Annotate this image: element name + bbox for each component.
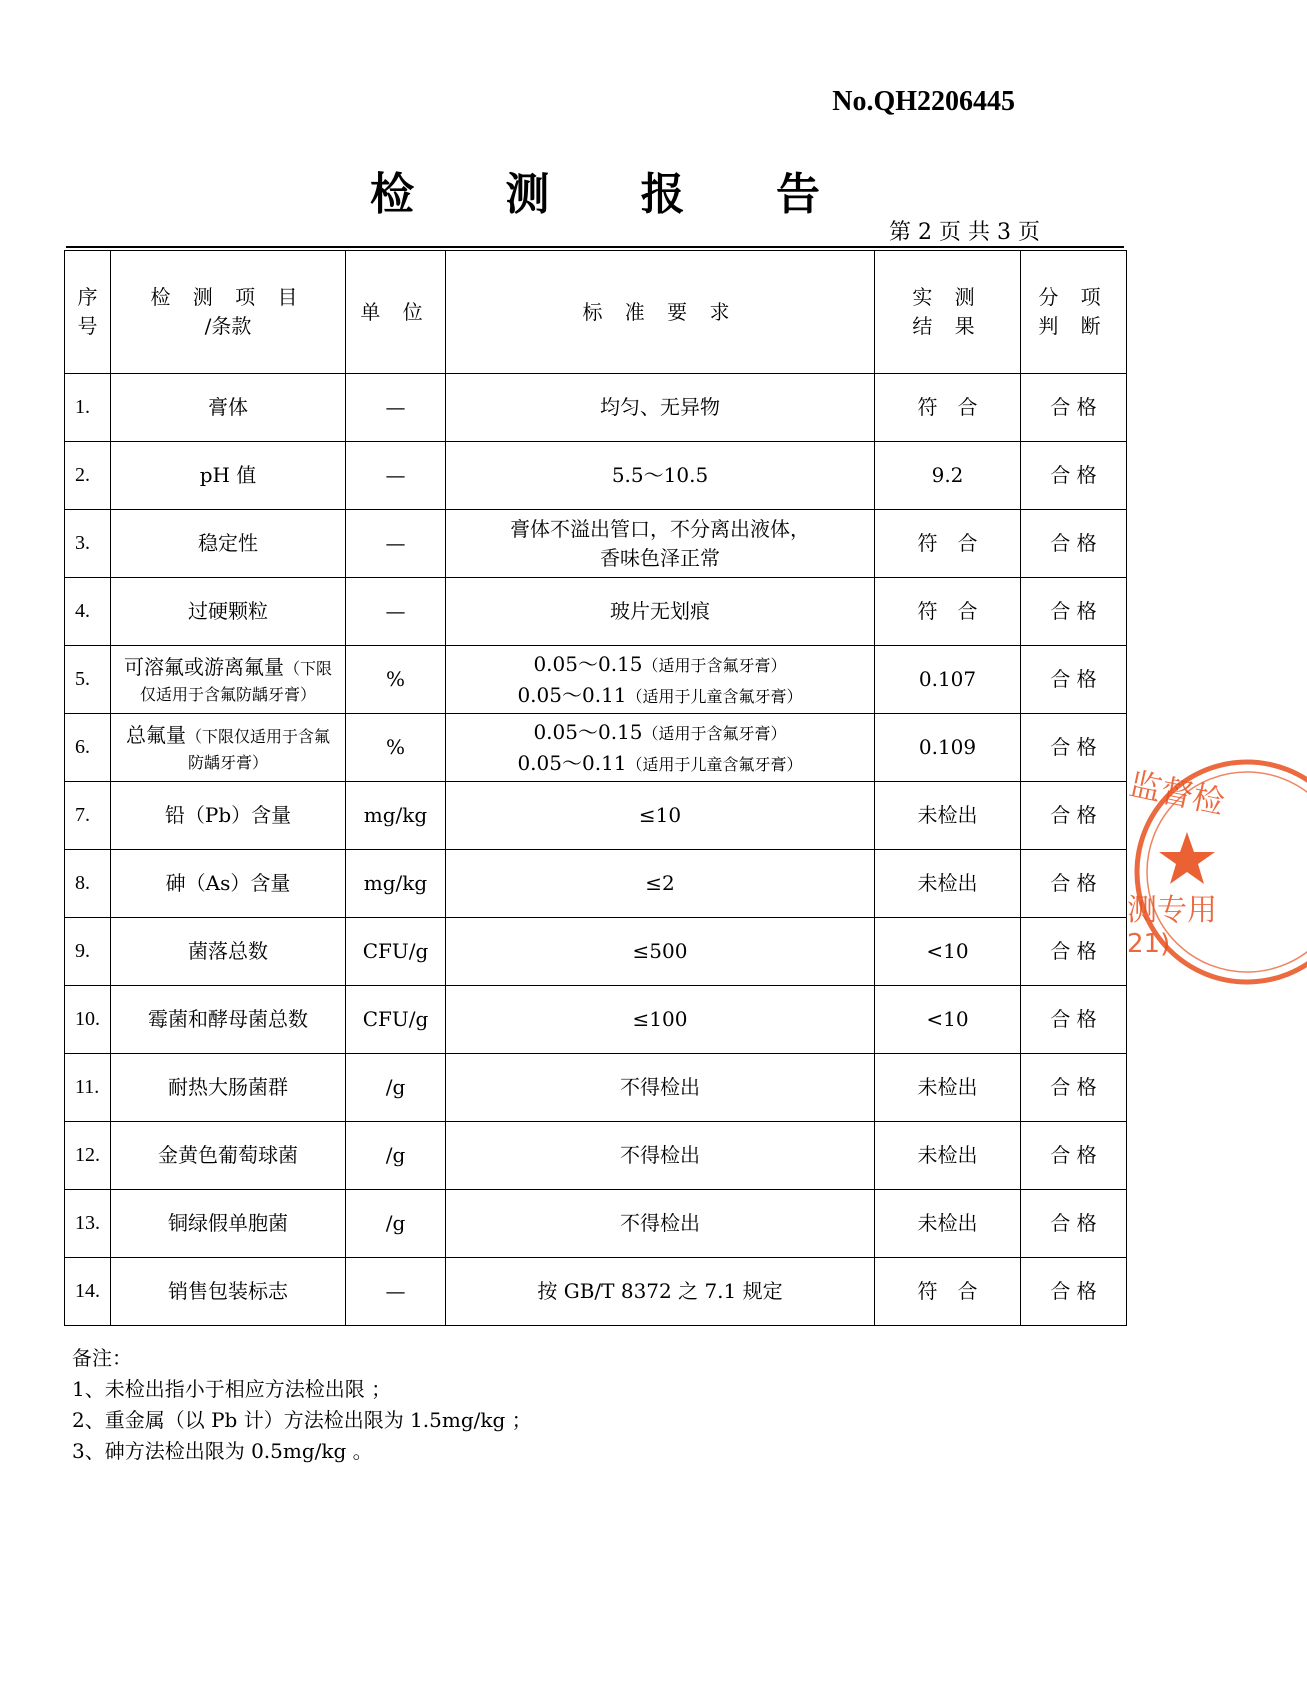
table-row [65,1122,1127,1190]
table-row [65,1054,1127,1122]
item-name: 总氟量（下限仅适用于含氟 防龋牙膏） [111,714,346,782]
table-row [65,1258,1127,1326]
header-result: 实 测 结 果 [875,251,1021,374]
remark-line: 3、砷方法检出限为 0.5mg/kg 。 [72,1439,373,1463]
item-name: 铅（Pb）含量 [111,782,346,850]
item-name: 稳定性 [111,510,346,578]
row-number: 6. [65,714,111,782]
header-item: 检 测 项 目 /条款 [111,251,346,374]
remarks-title: 备注： [72,1346,132,1370]
judgement: 合 格 [1021,782,1127,850]
unit: /g [346,1190,446,1258]
header-judgement: 分 项 判 断 [1021,251,1127,374]
measured-result: 未检出 [875,1054,1021,1122]
remarks [72,1343,532,1467]
measured-result: 未检出 [875,850,1021,918]
unit: — [346,510,446,578]
standard-requirement: ≤500 [446,918,875,986]
star-icon [1159,832,1215,884]
item-name: 铜绿假单胞菌 [111,1190,346,1258]
unit: — [346,578,446,646]
standard-requirement: 膏体不溢出管口，不分离出液体， 香味色泽正常 [446,510,875,578]
standard-requirement: 不得检出 [446,1122,875,1190]
table-row [65,442,1127,510]
measured-result: 符 合 [875,1258,1021,1326]
standard-requirement: 均匀、无异物 [446,374,875,442]
judgement: 合 格 [1021,374,1127,442]
unit: % [346,714,446,782]
measured-result: <10 [875,986,1021,1054]
remark-line: 1、未检出指小于相应方法检出限 ； [72,1377,392,1401]
measured-result: 符 合 [875,578,1021,646]
item-name: pH 值 [111,442,346,510]
unit: /g [346,1054,446,1122]
unit: CFU/g [346,986,446,1054]
judgement: 合 格 [1021,1122,1127,1190]
row-number: 12. [65,1122,111,1190]
unit: CFU/g [346,918,446,986]
judgement: 合 格 [1021,714,1127,782]
standard-requirement: 不得检出 [446,1054,875,1122]
standard-requirement: 5.5～10.5 [446,442,875,510]
item-name: 砷（As）含量 [111,850,346,918]
report-number: No.QH2206445 [832,86,1015,117]
title-divider [66,246,1124,248]
table-row [65,374,1127,442]
page-title: 检 测 报 告 [370,169,858,220]
row-number: 1. [65,374,111,442]
standard-requirement: ≤10 [446,782,875,850]
measured-result: 0.107 [875,646,1021,714]
row-number: 13. [65,1190,111,1258]
results-table [64,250,1127,1326]
standard-requirement: 0.05～0.15（适用于含氟牙膏） 0.05～0.11（适用于儿童含氟牙膏） [446,646,875,714]
measured-result: 9.2 [875,442,1021,510]
measured-result: 未检出 [875,1190,1021,1258]
measured-result: 未检出 [875,1122,1021,1190]
table-row [65,850,1127,918]
unit: — [346,1258,446,1326]
seal-text-mid: 测专用 [1127,893,1217,928]
row-number: 9. [65,918,111,986]
unit: mg/kg [346,850,446,918]
judgement: 合 格 [1021,1258,1127,1326]
table-row [65,1190,1127,1258]
table-row [65,782,1127,850]
standard-requirement: ≤100 [446,986,875,1054]
header-unit: 单 位 [346,251,446,374]
item-name: 金黄色葡萄球菌 [111,1122,346,1190]
table-row [65,714,1127,782]
row-number: 14. [65,1258,111,1326]
judgement: 合 格 [1021,646,1127,714]
unit: — [346,442,446,510]
item-name: 菌落总数 [111,918,346,986]
table-row [65,646,1127,714]
table-row [65,918,1127,986]
judgement: 合 格 [1021,578,1127,646]
standard-requirement: 按 GB/T 8372 之 7.1 规定 [446,1258,875,1326]
table-row [65,510,1127,578]
row-number: 8. [65,850,111,918]
measured-result: 未检出 [875,782,1021,850]
table-header-row [65,251,1127,374]
page-indicator: 第 2 页 共 3 页 [889,220,1040,245]
judgement: 合 格 [1021,1190,1127,1258]
row-number: 10. [65,986,111,1054]
table-row [65,578,1127,646]
judgement: 合 格 [1021,850,1127,918]
measured-result: <10 [875,918,1021,986]
remark-line: 2、重金属（以 Pb 计）方法检出限为 1.5mg/kg ； [72,1408,532,1432]
unit: mg/kg [346,782,446,850]
standard-requirement: 0.05～0.15（适用于含氟牙膏） 0.05～0.11（适用于儿童含氟牙膏） [446,714,875,782]
row-number: 11. [65,1054,111,1122]
standard-requirement: 玻片无划痕 [446,578,875,646]
judgement: 合 格 [1021,442,1127,510]
table-row [65,986,1127,1054]
standard-requirement: 不得检出 [446,1190,875,1258]
judgement: 合 格 [1021,986,1127,1054]
item-name: 销售包装标志 [111,1258,346,1326]
judgement: 合 格 [1021,510,1127,578]
item-name: 过硬颗粒 [111,578,346,646]
unit: — [346,374,446,442]
header-standard: 标 准 要 求 [446,251,875,374]
standard-requirement: ≤2 [446,850,875,918]
row-number: 7. [65,782,111,850]
item-name: 膏体 [111,374,346,442]
header-seq: 序 号 [65,251,111,374]
row-number: 2. [65,442,111,510]
measured-result: 符 合 [875,374,1021,442]
official-seal [1127,752,1307,992]
measured-result: 符 合 [875,510,1021,578]
row-number: 4. [65,578,111,646]
judgement: 合 格 [1021,918,1127,986]
seal-text-top: 监督检 [1126,764,1228,822]
unit: /g [346,1122,446,1190]
row-number: 3. [65,510,111,578]
measured-result: 0.109 [875,714,1021,782]
judgement: 合 格 [1021,1054,1127,1122]
item-name: 霉菌和酵母菌总数 [111,986,346,1054]
item-name: 耐热大肠菌群 [111,1054,346,1122]
row-number: 5. [65,646,111,714]
seal-text-bottom: 21) [1127,929,1171,959]
item-name: 可溶氟或游离氟量（下限 仅适用于含氟防龋牙膏） [111,646,346,714]
unit: % [346,646,446,714]
